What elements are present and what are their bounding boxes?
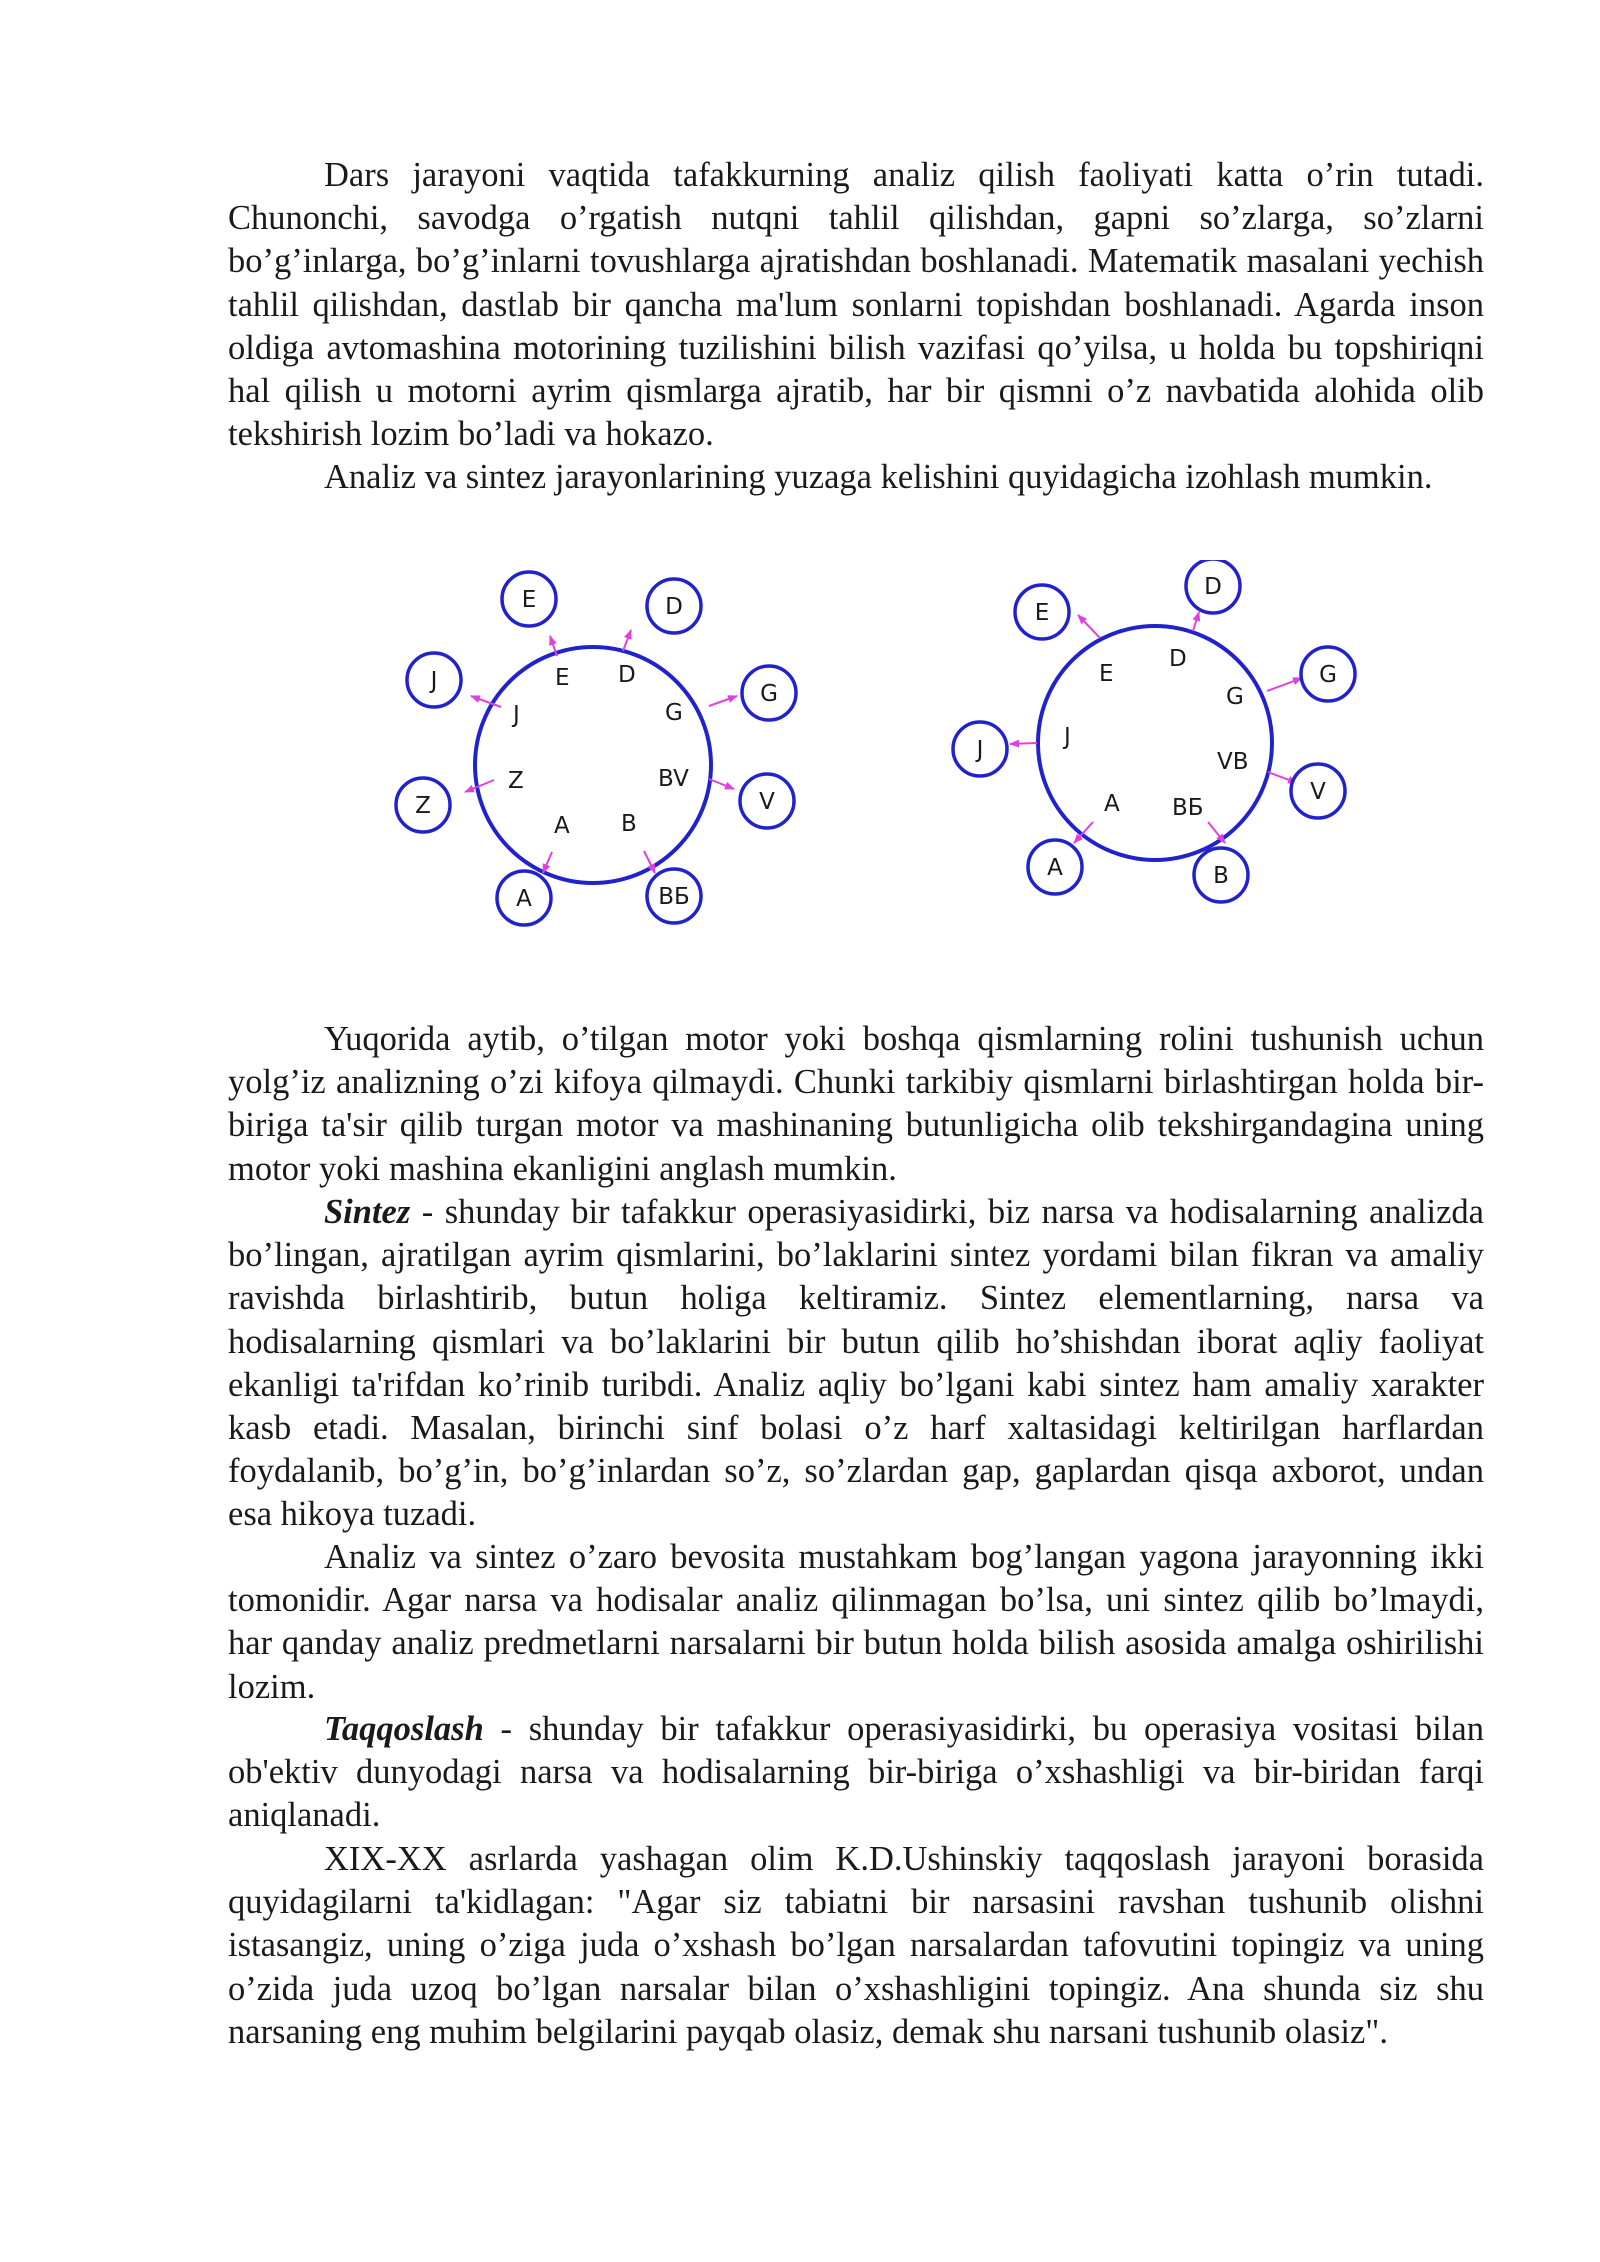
arrow [1193,612,1199,631]
outer-label: J [430,668,438,694]
paragraph-synthesis-text: - shunday bir tafakkur operasiyasidirki, biz narsa va hodisalarning analizda bo’lingan, ajratilgan ayrim qismlarini, bo’laklarini sintez yordami bilan fikran va amaliy ravishda birlashtirib, butun holiga keltiramiz. Sintez elementlarning, narsa va hodisalarning qismlari va bo’laklarini bir butun qilib ho’shishdan iborat aqliy faoliyat ekanligi ta'rifdan ko’rinib turibdi. Analiz aqliy bo’lgani kabi sintez ham amaliy xarakter kasb etadi. Masalan, birinchi sinf bolasi o’z harf xaltasidagi keltirilgan harflardan foydalanib, bo’g’in, bo’g’inlardan so’z, so’zlardan gap, gaplardan qisqa axborot, undan esa hikoya tuzadi. [228,1193,1484,1534]
outer-label: A [516,886,532,912]
paragraph-comparison-text: - shunday bir tafakkur operasiyasidirki, bu operasiya vositasi bilan ob'ektiv dunyodagi narsa va hodisalarning bir-biriga o’xshashligi va bir-biridan farqi aniqlanadi. [228,1710,1484,1835]
paragraph-comparison-definition [228,1708,1484,1838]
inner-label: Z [508,768,524,794]
outer-label: E [1034,600,1050,626]
inner-label: J [513,702,520,728]
outer-label: D [665,594,683,620]
arrow [1078,615,1100,638]
synthesis-diagram [945,560,1385,940]
outer-label: ВБ [658,884,690,910]
paragraph-ushinskiy-quote: XIX-XX asrlarda yashagan olim K.D.Ushinskiy taqqoslash jarayoni borasida quyidagilarni ta'kidlagan: "Agar siz tabiatni bir narsasini ravshan tushunib olishni istasangiz, uning o’ziga juda o’xshash bo’lgan narsalardan tafovutini topingiz va uning o’zida juda uzoq bo’lgan narsalar bilan o’xshashligini topingiz. Ana shunda siz shu narsaning eng muhim belgilarini payqab olasiz, demak shu narsani tushunib olasiz". [228,1840,1484,2051]
paragraph-analysis-synthesis-unity: Analiz va sintez o’zaro bevosita mustahkam bog’langan yagona jarayonning ikki tomonidir. Agar narsa va hodisalar analiz qilinmagan bo’lsa, uni sintez qilib bo’lmaydi, har qanday analiz predmetlarni narsalarni bir butun holda bilish asosida amalga oshirilishi lozim. [228,1538,1484,1706]
outer-label: B [1213,863,1229,889]
outer-label: E [521,587,537,613]
outer-label: J [976,737,984,763]
arrow [1010,743,1037,744]
inner-label: ВБ [1172,795,1204,821]
inner-label: G [665,700,683,726]
outer-label: G [1319,662,1337,688]
outer-label: G [760,681,778,707]
outer-label: A [1047,855,1063,881]
inner-label: A [1104,791,1120,817]
paragraph-analysis-intro: Dars jarayoni vaqtida tafakkurning analiz qilish faoliyati katta o’rin tutadi. Chunonchi, savodga o’rgatish nutqni tahlil qilishdan, gapni so’zlarga, so’zlarni bo’g’inlarga, bo’g’inlarni tovushlarga ajratishdan boshlanadi. Matematik masalani yechish tahlil qilishdan, dastlab bir qancha ma'lum sonlarni topishdan boshlanadi. Agarda inson oldiga avtomashina motorining tuzilishini bilish vazifasi qo’yilsa, u holda bu topshiriqni hal qilish u motorni ayrim qismlarga ajratib, har bir qismni o’z navbatida alohida olib tekshirish lozim bo’ladi va hokazo. [228,156,1484,454]
inner-label: G [1226,684,1244,710]
term-taqqoslash: Taqqoslash [324,1710,484,1748]
arrow [543,852,552,873]
outer-label: Z [415,793,431,819]
inner-label: BV [658,766,689,792]
inner-label: B [621,811,637,837]
inner-label: A [554,813,570,839]
inner-label: VB [1217,749,1249,775]
inner-label: J [1064,724,1071,750]
arrow [1267,678,1302,691]
analysis-diagram [380,560,820,940]
inner-label: D [1169,646,1187,672]
arrow [623,630,631,651]
inner-label: E [555,665,570,691]
main-circle [1038,626,1272,860]
outer-label: V [759,789,775,815]
inner-label: D [618,662,636,688]
inner-label: E [1099,661,1114,687]
arrow [709,696,737,706]
outer-label: V [1310,779,1326,805]
paragraph-analysis-insufficient: Yuqorida aytib, o’tilgan motor yoki boshqa qismlarning rolini tushunish uchun yolg’iz analizning o’zi kifoya qilmaydi. Chunki tarkibiy qismlarni birlashtirgan holda bir-biriga ta'sir qilib turgan motor va mashinaning butunligicha olib tekshirgandagina uning motor yoki mashina ekanligini anglash mumkin. [228,1020,1484,1188]
term-sintez: Sintez [324,1193,411,1231]
arrow [1208,822,1225,843]
paragraph-analysis-synthesis-lead: Analiz va sintez jarayonlarining yuzaga kelishini quyidagicha izohlash mumkin. [324,458,1433,496]
arrow [709,779,734,789]
main-circle [475,647,711,883]
paragraph-synthesis-definition [228,1191,1484,1537]
outer-label: D [1204,574,1222,600]
